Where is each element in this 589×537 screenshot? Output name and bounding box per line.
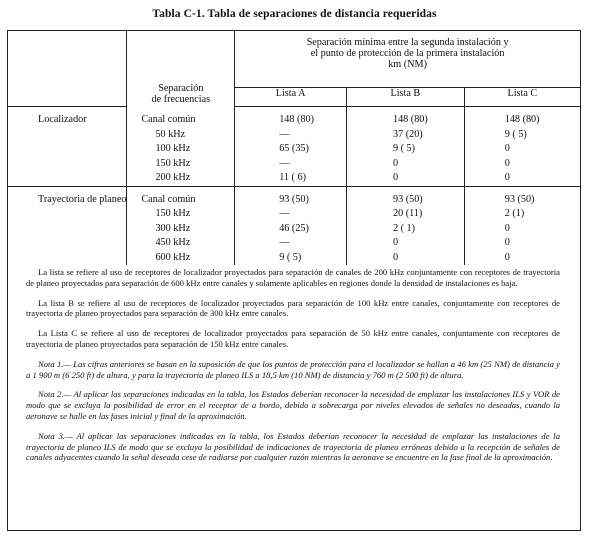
frequency-separation: Canal común	[127, 186, 235, 207]
list-b-value: 9 ( 5)	[346, 142, 464, 157]
facility-name: Localizador	[38, 114, 87, 125]
list-a-value: 93 (50)	[235, 186, 347, 207]
frequency-separation: 50 kHz	[127, 128, 235, 143]
table-row	[8, 222, 580, 237]
list-c-value: 9 ( 5)	[464, 128, 580, 143]
column-header-list-a: Lista A	[235, 88, 347, 107]
note-list-b: La lista B se refiere al uso de receptores de localizador proyectados para separación de 100 kHz entre canales, conjuntamente con receptores de trayectoria de planeo proyectados para separación de 300 kHz entre canales.	[26, 297, 560, 319]
frequency-separation: 300 kHz	[127, 222, 235, 237]
note-1: Nota 1.— Las cifras anteriores se basan en la suposición de que los puntos de protección para el localizador se hallan a 46 km (25 NM) de distancia y a 1 900 m (6 250 ft) de altura, y para la trayectoria de planeo ILS a 18,5 km (10 NM) de distancia y 760 m (2 500 ft) de altura.	[26, 358, 560, 380]
facility-name	[8, 207, 127, 222]
note-list-c: La Lista C se refiere al uso de receptores de localizador proyectados para separación de 50 kHz entre canales, conjuntamente con receptores de trayectoria de planeo proyectados para separación de 150 kHz entre canales.	[26, 328, 560, 349]
separation-header	[127, 31, 235, 107]
list-c-value: 148 (80)	[464, 107, 580, 128]
list-b-value: 93 (50)	[346, 186, 464, 207]
list-c-value: 0	[464, 251, 580, 266]
table-row	[8, 157, 580, 172]
header-line1: Separación mínima entre la segunda instalación y	[306, 37, 509, 48]
header-corner	[8, 31, 127, 88]
list-b-value: 0	[346, 251, 464, 266]
facility-name	[8, 171, 127, 186]
table-title: Tabla C-1. Tabla de separaciones de distancia requeridas	[152, 8, 437, 20]
minimum-separation-header	[235, 31, 580, 88]
note-2: Nota 2.— Al aplicar las separaciones indicadas en la tabla, los Estados deberían reconocer la necesidad de emplazar las instalaciones ILS y VOR de modo que se excluya la posibilidad de error en el receptor de a bordo, debido a sobrecarga por niveles elevados de señales no deseadas, cuando la aeronave se halle en las fases inicial y final de la aproximación.	[26, 389, 560, 421]
frequency-separation: 200 kHz	[127, 171, 235, 186]
frequency-separation: 450 kHz	[127, 236, 235, 251]
facility-name	[8, 222, 127, 237]
list-c-value: 2 (1)	[464, 207, 580, 222]
list-a-value: 9 ( 5)	[235, 251, 347, 266]
notes-section	[26, 267, 560, 472]
separation-header-line1: Separación	[158, 82, 204, 94]
table-row	[8, 107, 580, 128]
list-c-value: 0	[464, 157, 580, 172]
facility-name	[8, 128, 127, 143]
header-corner-lower	[8, 88, 127, 107]
facility-name	[8, 157, 127, 172]
list-b-value: 0	[346, 171, 464, 186]
table-row	[8, 186, 580, 207]
list-a-value: —	[235, 207, 347, 222]
separation-header-line2: de frecuencias	[151, 93, 211, 105]
frequency-separation: 150 kHz	[127, 157, 235, 172]
list-a-value: —	[235, 157, 347, 172]
list-b-value: 0	[346, 236, 464, 251]
list-a-value: 65 (35)	[235, 142, 347, 157]
list-c-value: 0	[464, 171, 580, 186]
list-c-value: 0	[464, 222, 580, 237]
list-c-value: 93 (50)	[464, 186, 580, 207]
frequency-separation: 150 kHz	[127, 207, 235, 222]
facility-name	[8, 142, 127, 157]
table-row	[8, 236, 580, 251]
list-b-value: 37 (20)	[346, 128, 464, 143]
facility-name	[8, 236, 127, 251]
note-list-a: La lista se refiere al uso de receptores de localizador proyectados para separación de canales de 200 kHz conjuntamente con receptores de trayectoria de planeo proyectados para separación de 600 kHz entre canales y solamente aplicables en regiones donde la densidad de instalaciones es baja.	[26, 267, 560, 288]
table-frame	[7, 30, 581, 531]
list-a-value: —	[235, 236, 347, 251]
header-line2: el punto de protección de la primera instalación	[310, 48, 505, 59]
frequency-separation: 600 kHz	[127, 251, 235, 266]
table-row	[8, 128, 580, 143]
note-3: Nota 3.— Al aplicar las separaciones indicadas en la tabla, los Estados deberían reconocer la necesidad de emplazar las instalaciones de la trayectoria de planeo ILS de modo que se excluya la posibilidad de indicaciones de trayectoria de planeo erróneas debido a la recepción de señales de canales adyacentes cuando la señal deseada cese de radiarse por cualquier razón mientras la aeronave se encuentre en la fase final de la aproximación.	[26, 430, 560, 463]
facility-name	[8, 251, 127, 266]
list-a-value: 11 ( 6)	[235, 171, 347, 186]
list-b-value: 148 (80)	[346, 107, 464, 128]
list-b-value: 0	[346, 157, 464, 172]
list-b-value: 2 ( 1)	[346, 222, 464, 237]
table-row	[8, 207, 580, 222]
table-row	[8, 142, 580, 157]
column-header-list-b: Lista B	[346, 88, 464, 107]
table-row	[8, 251, 580, 266]
list-a-value: —	[235, 128, 347, 143]
list-a-value: 148 (80)	[235, 107, 347, 128]
separation-table	[8, 31, 580, 265]
list-c-value: 0	[464, 236, 580, 251]
facility-name: Trayectoria de planeo	[8, 186, 127, 207]
list-b-value: 20 (11)	[346, 207, 464, 222]
frequency-separation: Canal común	[127, 107, 235, 128]
column-header-list-c: Lista C	[464, 88, 580, 107]
list-c-value: 0	[464, 142, 580, 157]
list-a-value: 46 (25)	[235, 222, 347, 237]
header-line3: km (NM)	[388, 59, 427, 70]
table-row	[8, 171, 580, 186]
table-body	[8, 107, 580, 266]
frequency-separation: 100 kHz	[127, 142, 235, 157]
